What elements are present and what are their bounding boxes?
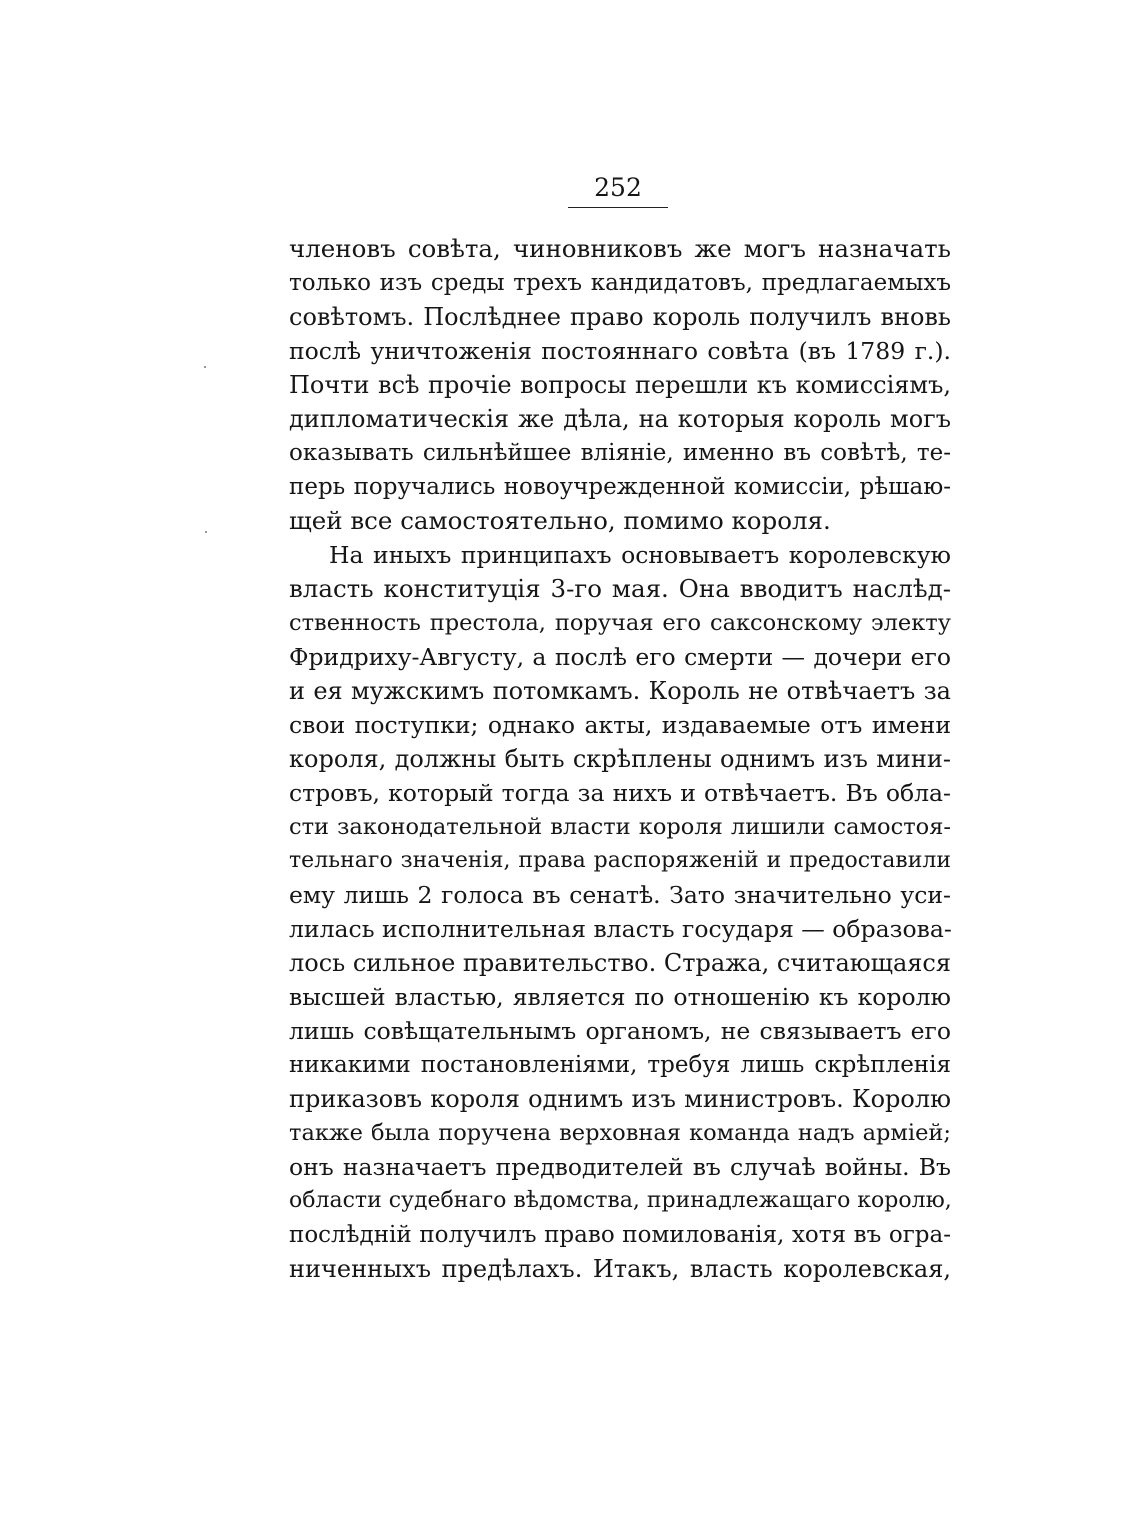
text-line: онъ назначаетъ предводителей въ случаѣ войны. Въ [289, 1153, 951, 1181]
margin-speck [205, 531, 207, 533]
text-line: перь поручались новоучрежденной комиссіи, рѣшаю- [289, 474, 951, 500]
text-line: Фридриху-Августу, а послѣ его смерти — дочери его [289, 643, 951, 671]
text-line: щей все самостоятельно, помимо короля. [289, 506, 831, 535]
text-line: ему лишь 2 голоса въ сенатѣ. Зато значительно уси- [289, 881, 951, 909]
text-line: приказовъ короля однимъ изъ министровъ. Королю [289, 1085, 951, 1113]
page-number: 252 [594, 173, 642, 202]
text-line: стровъ, который тогда за нихъ и отвѣчаетъ. Въ обла- [289, 779, 951, 807]
text-line: области судебнаго вѣдомства, принадлежащаго королю, [289, 1188, 952, 1213]
text-line: власть конституція 3-го мая. Она вводитъ наслѣд- [289, 574, 951, 603]
page-number-rule [568, 207, 668, 208]
text-line: высшей властью, является по отношенію къ королю [289, 983, 951, 1011]
text-line: и ея мужскимъ потомкамъ. Король не отвѣчаетъ за [289, 677, 951, 705]
text-line: тельнаго значенія, права распоряженій и предоставили [289, 848, 951, 873]
margin-speck [204, 366, 206, 368]
text-line: оказывать сильнѣйшее вліяніе, именно въ совѣтѣ, те- [289, 440, 951, 466]
text-line: Почти всѣ прочіе вопросы перешли къ комиссіямъ, [289, 371, 951, 399]
text-line: свои поступки; однако акты, издаваемые отъ имени [289, 711, 951, 739]
text-line: На иныхъ принципахъ основываетъ королевскую [329, 541, 951, 569]
text-line: короля, должны быть скрѣплены однимъ изъ мини- [289, 745, 951, 773]
text-line: ниченныхъ предѣлахъ. Итакъ, власть королевская, [289, 1255, 951, 1283]
text-line: сти законодательной власти короля лишили самостоя- [289, 814, 951, 840]
text-line: также была поручена верховная команда надъ арміей; [289, 1120, 951, 1146]
text-line: никакими постановленіями, требуя лишь скрѣпленія [289, 1052, 951, 1078]
text-line: лишь совѣщательнымъ органомъ, не связываетъ его [289, 1017, 951, 1045]
text-line: только изъ среды трехъ кандидатовъ, предлагаемыхъ [289, 270, 951, 296]
text-line: совѣтомъ. Послѣднее право король получилъ вновь [289, 303, 951, 331]
text-line: лилась исполнительная власть государя — образова- [289, 915, 952, 943]
text-line: членовъ совѣта, чиновниковъ же могъ назначать [289, 234, 951, 263]
text-line: дипломатическія же дѣла, на которыя король могъ [289, 405, 951, 433]
text-line: послѣ уничтоженія постояннаго совѣта (въ 1789 г.). [289, 337, 951, 365]
text-line: лось сильное правительство. Стража, считающаяся [289, 949, 951, 977]
text-line: послѣдній получилъ право помилованія, хотя въ огра- [289, 1222, 951, 1248]
text-line: ственность престола, поручая его саксонскому электу [289, 610, 951, 636]
